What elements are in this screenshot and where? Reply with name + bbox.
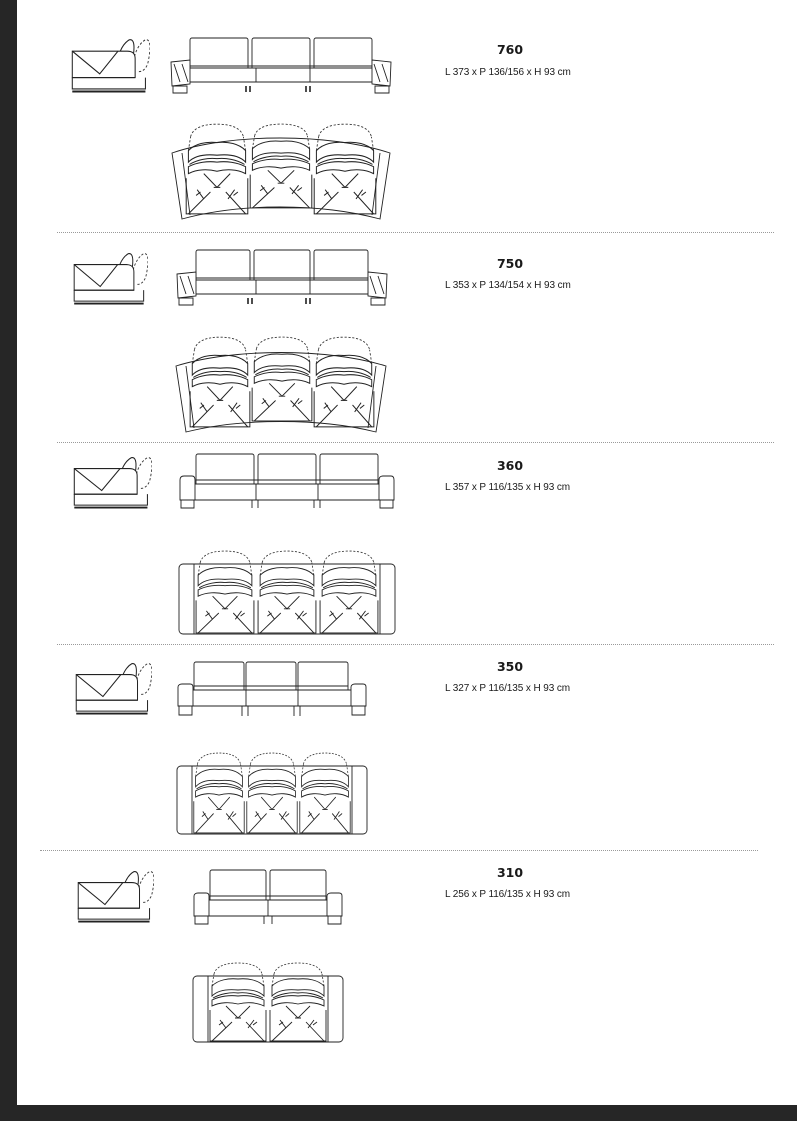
front-view-drawing xyxy=(178,452,396,510)
section-divider xyxy=(57,232,774,233)
section-divider xyxy=(57,644,774,645)
model-code: 360 xyxy=(496,458,524,473)
front-view-drawing xyxy=(192,868,344,926)
section-divider xyxy=(40,850,758,851)
top-view-drawing xyxy=(170,123,392,221)
side-view-drawing xyxy=(70,36,150,94)
top-view-drawing xyxy=(174,336,388,434)
top-view-drawing xyxy=(176,752,368,836)
side-view-drawing xyxy=(76,868,154,924)
model-code: 750 xyxy=(496,256,524,271)
model-code: 310 xyxy=(496,865,524,880)
model-dimensions: L 256 x P 116/135 x H 93 cm xyxy=(445,889,570,900)
model-dimensions: L 357 x P 116/135 x H 93 cm xyxy=(445,482,570,493)
front-view-drawing xyxy=(176,660,368,718)
bottom-frame-bar xyxy=(0,1105,797,1121)
side-view-drawing xyxy=(72,454,152,510)
side-view-drawing xyxy=(72,250,148,306)
front-view-drawing xyxy=(168,36,394,94)
model-dimensions: L 327 x P 116/135 x H 93 cm xyxy=(445,683,570,694)
top-view-drawing xyxy=(192,962,344,1044)
model-dimensions: L 353 x P 134/154 x H 93 cm xyxy=(445,280,571,291)
side-view-drawing xyxy=(74,660,152,716)
model-code: 350 xyxy=(496,659,524,674)
left-frame-bar xyxy=(0,0,17,1121)
front-view-drawing xyxy=(174,248,390,306)
model-code: 760 xyxy=(496,42,524,57)
top-view-drawing xyxy=(178,550,396,636)
model-dimensions: L 373 x P 136/156 x H 93 cm xyxy=(445,67,571,78)
section-divider xyxy=(57,442,774,443)
